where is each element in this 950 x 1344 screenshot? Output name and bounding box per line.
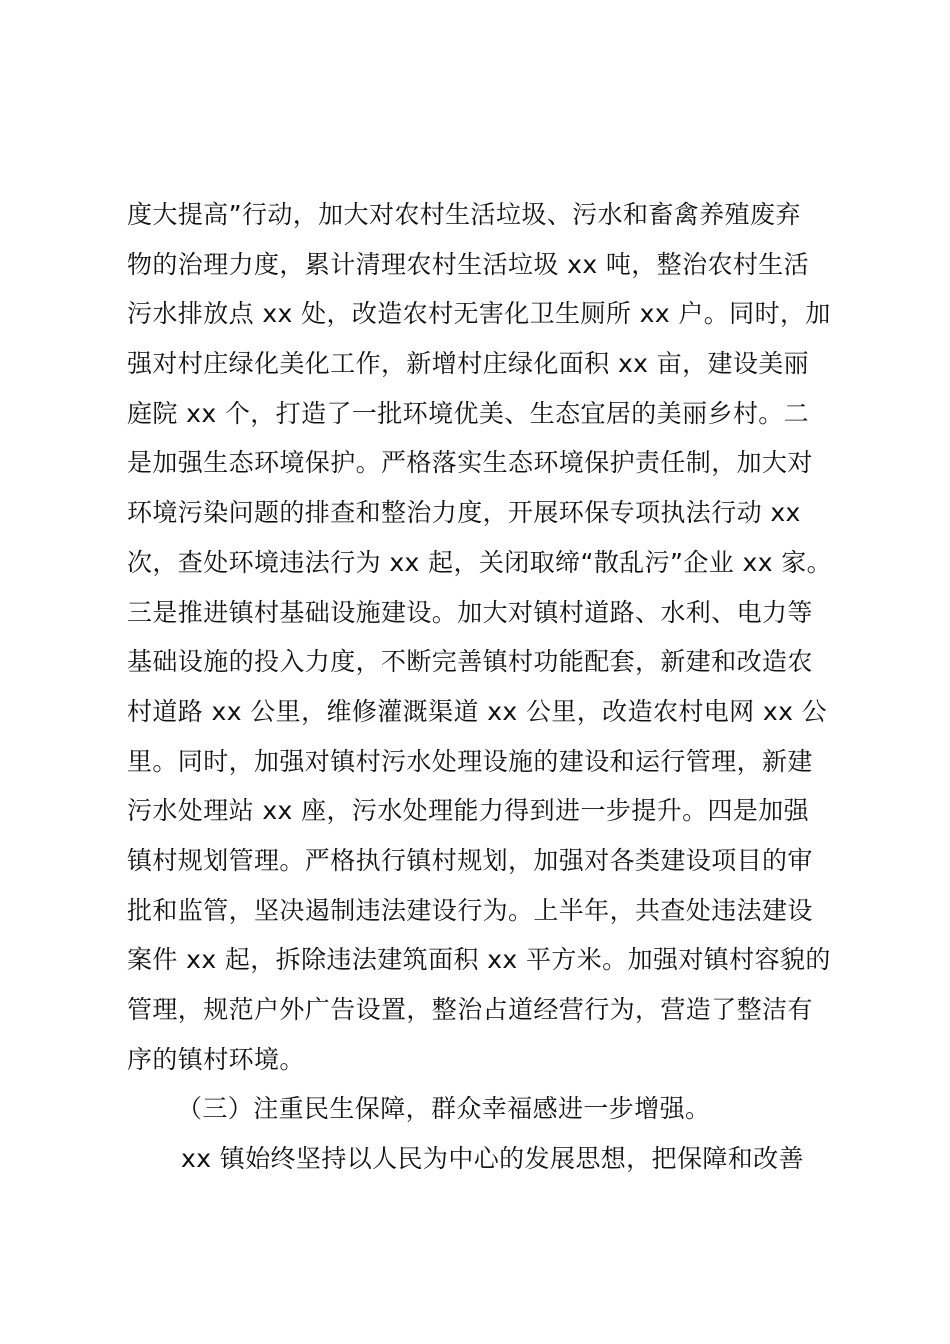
paragraph-line: 三是推进镇村基础设施建设。加大对镇村道路、水利、电力等: [127, 597, 813, 627]
paragraph-line: 环境污染问题的排查和整治力度，开展环保专项执法行动 xx: [127, 498, 801, 528]
paragraph-line: xx 镇始终坚持以人民为中心的发展思想，把保障和改善: [181, 1144, 804, 1174]
section-heading: （三）注重民生保障，群众幸福感进一步增强。: [177, 1094, 711, 1124]
paragraph-line: 案件 xx 起，拆除违法建筑面积 xx 平方米。加强对镇村容貌的: [127, 945, 831, 975]
paragraph-line: 管理，规范户外广告设置，整治占道经营行为，营造了整洁有: [127, 995, 813, 1024]
paragraph-line: 村道路 xx 公里，维修灌溉渠道 xx 公里，改造农村电网 xx 公: [127, 696, 828, 726]
paragraph-line: 里。同时，加强对镇村污水处理设施的建设和运行管理，新建: [127, 746, 813, 776]
paragraph-line: 强对村庄绿化美化工作，新增村庄绿化面积 xx 亩，建设美丽: [127, 349, 810, 379]
paragraph-line: 污水排放点 xx 处，改造农村无害化卫生厕所 xx 户。同时，加: [127, 299, 831, 329]
paragraph-line: 是加强生态环境保护。严格落实生态环境保护责任制，加大对: [127, 448, 813, 478]
paragraph-line: 物的治理力度，累计清理农村生活垃圾 xx 吨，整治农村生活: [127, 249, 810, 279]
paragraph-line: 序的镇村环境。: [127, 1044, 305, 1074]
paragraph-line: 批和监管，坚决遏制违法建设行为。上半年，共查处违法建设: [127, 895, 813, 925]
document-body: [127, 190, 833, 1184]
paragraph-line: 镇村规划管理。严格执行镇村规划，加强对各类建设项目的审: [127, 845, 813, 875]
paragraph-line: 次，查处环境违法行为 xx 起，关闭取缔“散乱污”企业 xx 家。: [127, 547, 833, 577]
paragraph-line: 基础设施的投入力度，不断完善镇村功能配套，新建和改造农: [127, 647, 813, 677]
paragraph-line: 庭院 xx 个，打造了一批环境优美、生态宜居的美丽乡村。二: [127, 398, 810, 428]
paragraph-line: 度大提高”行动，加大对农村生活垃圾、污水和畜禽养殖废弃: [127, 200, 801, 229]
paragraph-line: 污水处理站 xx 座，污水处理能力得到进一步提升。四是加强: [127, 796, 810, 826]
